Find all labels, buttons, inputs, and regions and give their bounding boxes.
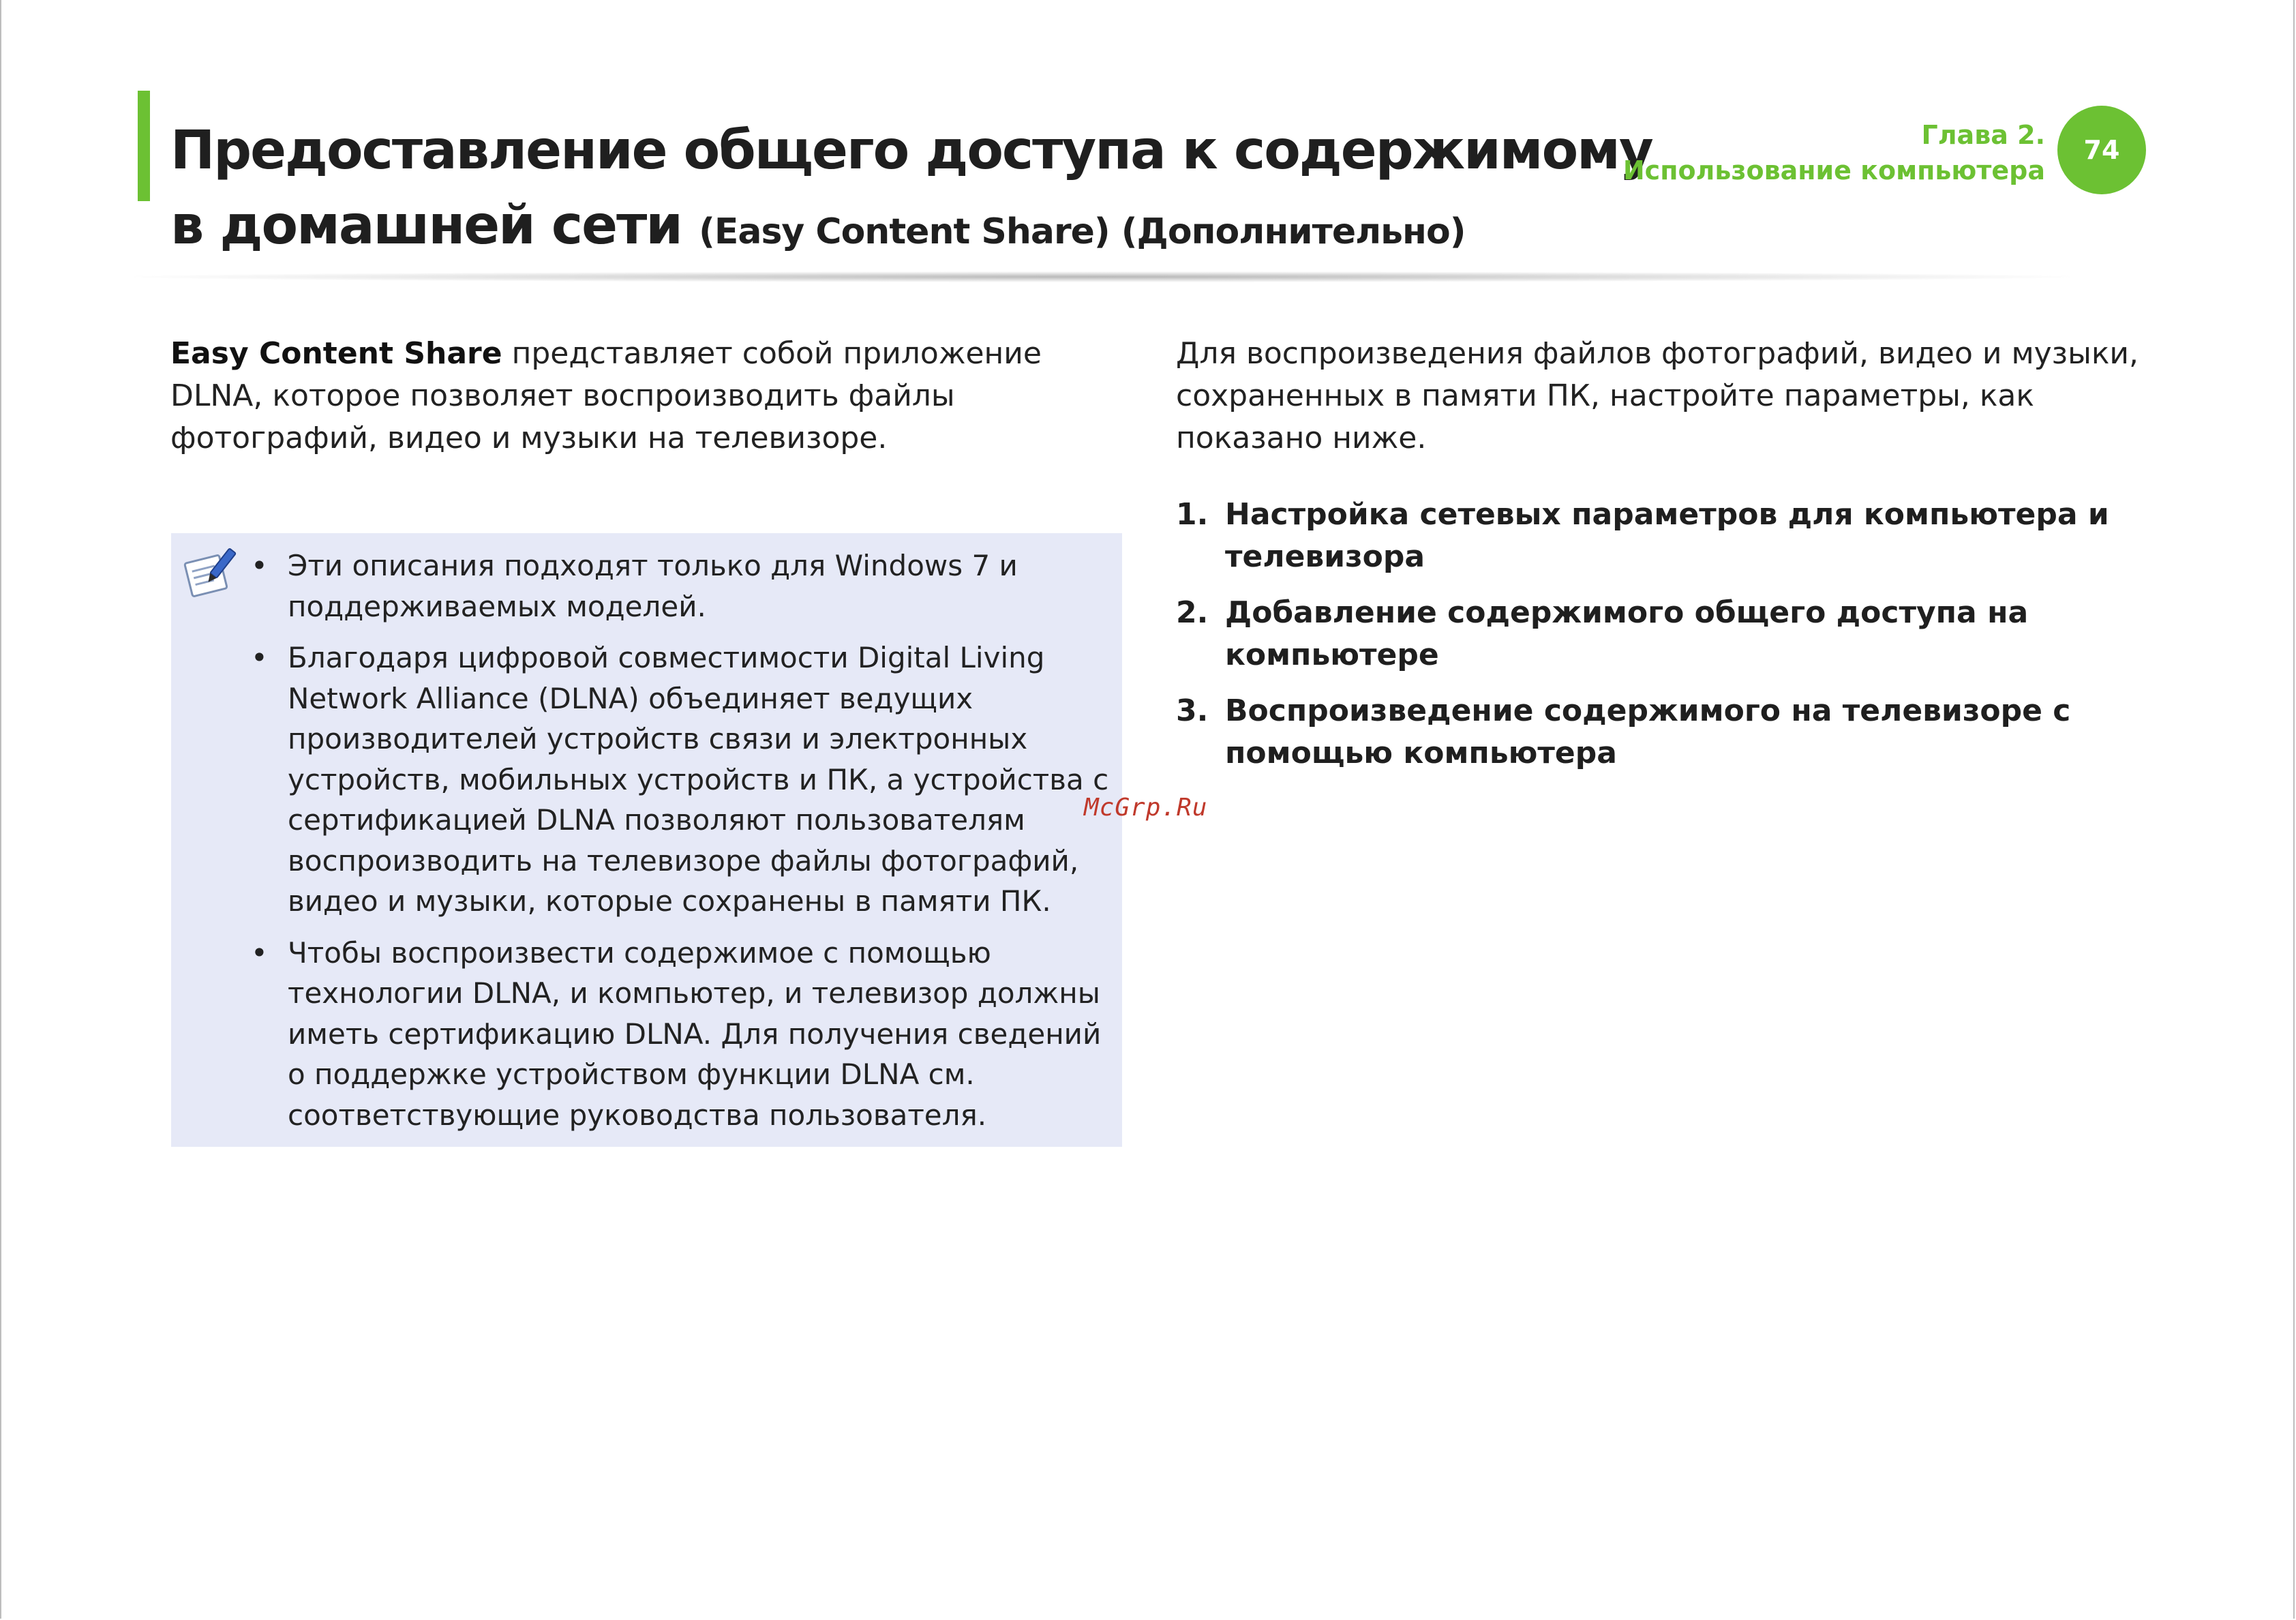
note-item [248, 933, 1114, 1136]
note-pencil-icon [183, 545, 240, 600]
title-line-1: Предоставление общего доступа к содержимому [170, 120, 1652, 181]
chapter-number: Глава 2. [1921, 120, 2045, 150]
title-line-2 [170, 188, 1602, 269]
page-title [170, 113, 1652, 269]
watermark-text: McGrp.Ru [1084, 794, 1208, 822]
note-item-text: Благодаря цифровой совместимости Digital Living Network Alliance (DLNA) объединяет ведущих производителей устройств связи и электронных устройств, мобильных устройств и ПК, а устройства с сертификацией DLNA позволяют пользователям воспроизводить на телевизоре файлы фотографий, видео и музыки, которые сохранены в памяти ПК. [288, 641, 1109, 918]
note-item [248, 638, 1114, 922]
note-item-text: Чтобы воспроизвести содержимое с помощью технологии DLNA, и компьютер, и телевизор должны иметь сертификацию DLNA. Для получения сведений о поддержке устройством функции DLNA см. соответствующие руководства пользователя. [288, 935, 1102, 1132]
setup-step-text: Воспроизведение содержимого на телевизоре с помощью компьютера [1225, 693, 2071, 770]
setup-intro-paragraph: Для воспроизведения файлов фотографий, видео и музыки, сохраненных в памяти ПК, настройте параметры, как показано ниже. [1176, 336, 2139, 455]
title-accent-bar [138, 91, 150, 201]
note-bullet: • [251, 641, 268, 674]
note-bullet: • [251, 549, 268, 582]
intro-product-name: Easy Content Share [170, 336, 502, 371]
page-number-badge: 74 [2057, 106, 2146, 194]
note-item-text: Эти описания подходят только для Windows 7 и поддерживаемых моделей. [288, 549, 1018, 623]
title-line-2-text: в домашней сети [170, 195, 682, 256]
chapter-label [1623, 117, 2045, 188]
title-subtitle: (Easy Content Share) (Дополнительно) [699, 211, 1466, 252]
note-item [248, 545, 1114, 627]
setup-step-number: 2. [1176, 595, 1209, 630]
setup-steps-list [1176, 494, 2144, 788]
setup-step [1176, 690, 2144, 775]
setup-step [1176, 494, 2144, 578]
note-bullet: • [251, 935, 268, 970]
note-list [248, 545, 1114, 1146]
setup-step-number: 1. [1176, 497, 1209, 532]
setup-step-text: Добавление содержимого общего доступа на компьютере [1225, 595, 2029, 672]
title-divider-shadow [134, 271, 2070, 282]
chapter-name: Использование компьютера [1622, 155, 2045, 185]
setup-step [1176, 592, 2144, 676]
setup-step-number: 3. [1176, 693, 1209, 728]
intro-paragraph [170, 333, 1138, 460]
intro-text: представляет собой приложение DLNA, которое позволяет воспроизводить файлы фотографий, видео и музыки на телевизоре. [170, 336, 1042, 455]
setup-step-text: Настройка сетевых параметров для компьютера и телевизора [1225, 497, 2109, 574]
